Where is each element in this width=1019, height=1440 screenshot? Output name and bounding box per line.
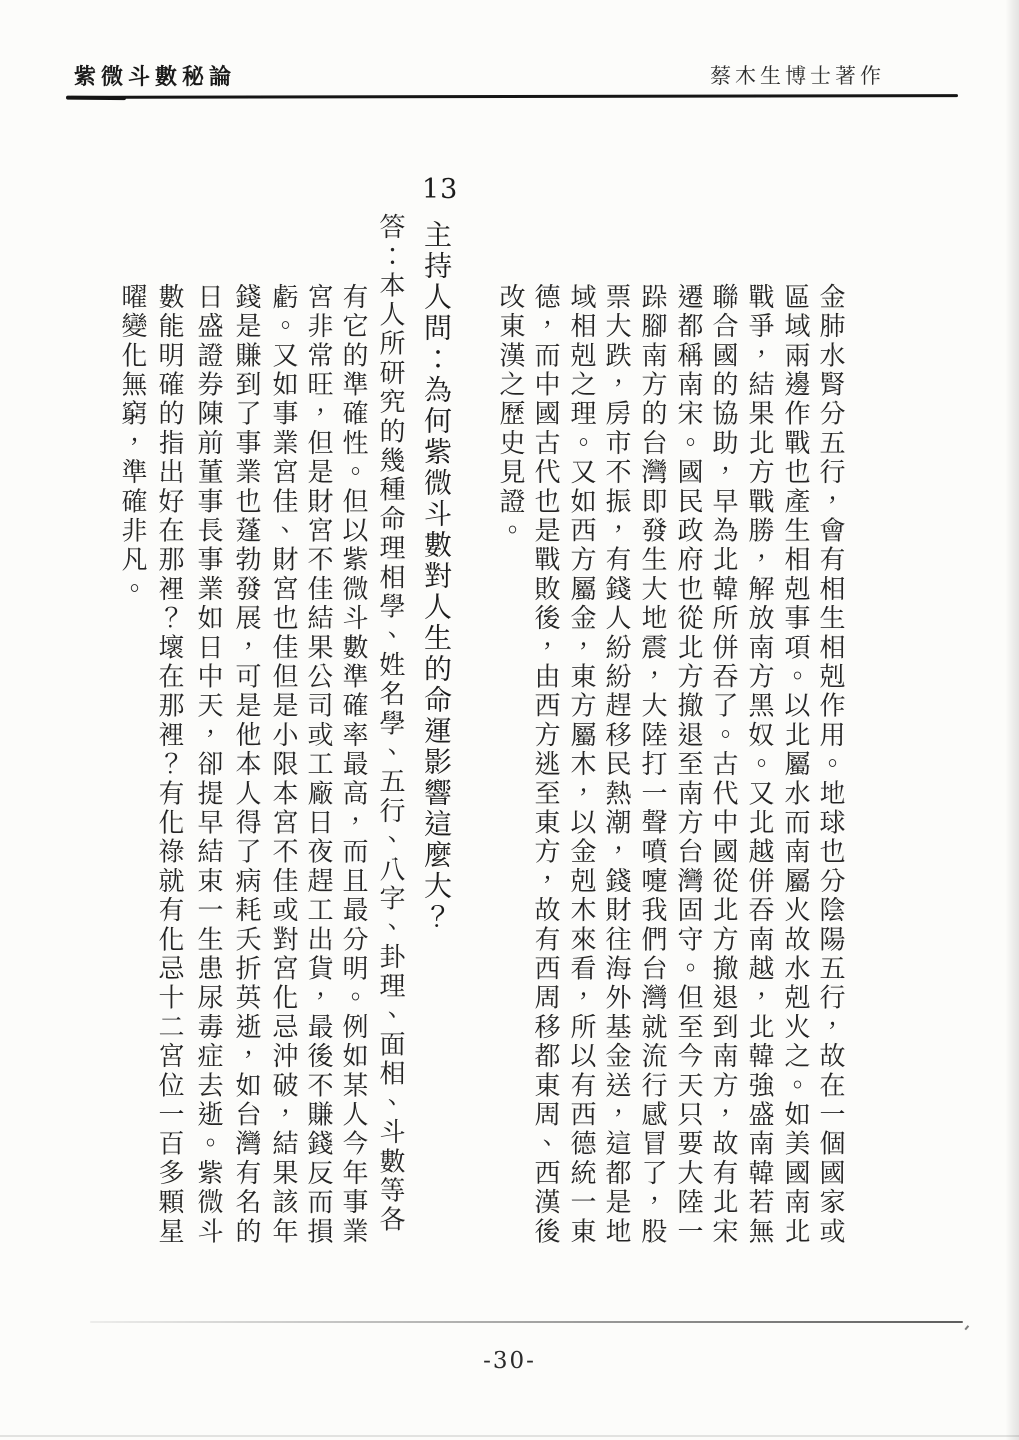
answer-column: 宮非常旺，但是財宮不佳結果公司或工廠日夜趕工出貨，最後不賺錢反而損 (303, 283, 333, 1247)
text-column: 域相剋之理。又如西方屬金，東方屬木，以金剋木來看，所以有西德統一東 (566, 283, 596, 1247)
text-column: 德，而中國古代也是戰敗後，由西方逃至東方，故有西周移都東周、西漢後 (530, 283, 560, 1247)
text-column: 區域兩邊作戰也產生相剋事項。以北屬水而南屬火故水剋火之。如美國南北 (780, 283, 810, 1247)
book-title: 紫微斗數秘論 (74, 65, 237, 90)
page-number: -30- (483, 1348, 536, 1374)
question-column: 主持人問：為何紫微斗數對人生的命運影響這麼大？ (420, 220, 453, 933)
text-column: 票大跌，房市不振，有錢人紛紛趕移民熱潮，錢財往海外基金送，這都是地 (601, 283, 631, 1247)
answer-column: 答：本人所研究的幾種命理相學、姓名學、五行、八字、卦理、面相、斗數等各 (375, 213, 405, 1235)
answer-column: 曜變化無窮，準確非凡。 (117, 283, 147, 605)
answer-column: 虧。又如事業宮佳、財宮也佳但是小限本宮不佳或對宮化忌沖破，結果該年 (268, 283, 298, 1247)
header-rule (70, 94, 958, 99)
text-column: 改東漢之歷史見證。 (495, 283, 525, 546)
scan-bottom-edge (0, 1435, 1019, 1437)
text-column: 跺腳南方的台灣即發生大地震，大陸打一聲噴嚏我們台灣就流行感冒了，股 (637, 283, 667, 1247)
text-column: 遷都稱南宋。國民政府也從北方撤退至南方台灣固守。但至今天只要大陸一 (673, 283, 703, 1247)
scan-right-edge-shadow (1005, 0, 1019, 1440)
question-number: 13 (422, 174, 459, 205)
text-column: 金肺水腎分五行，會有相生相剋作用。地球也分陰陽五行，故在一個國家或 (815, 283, 845, 1247)
answer-column: 錢是賺到了事業也蓬勃發展，可是他本人得了病耗夭折英逝，如台灣有名的 (231, 283, 261, 1247)
scan-bottom-rule (90, 1321, 963, 1323)
text-column: 戰爭，結果北方戰勝，解放南方黑奴。又北越併吞南越，北韓強盛南韓若無 (744, 283, 774, 1247)
answer-column: 日盛證券陳前董事長事業如日中天，卻提早結束一生患尿毒症去逝。紫微斗 (193, 283, 223, 1247)
answer-column: 有它的準確性。但以紫微斗數準確率最高，而且最分明。例如某人今年事業 (338, 283, 368, 1247)
text-column: 聯合國的協助，早為北韓所併吞了。古代中國從北方撤退到南方，故有北宋 (708, 283, 738, 1247)
answer-column: 數能明確的指出好在那裡？壞在那裡？有化祿就有化忌十二宮位一百多顆星 (154, 283, 184, 1247)
author-credit: 蔡木生博士著作 (710, 64, 885, 88)
